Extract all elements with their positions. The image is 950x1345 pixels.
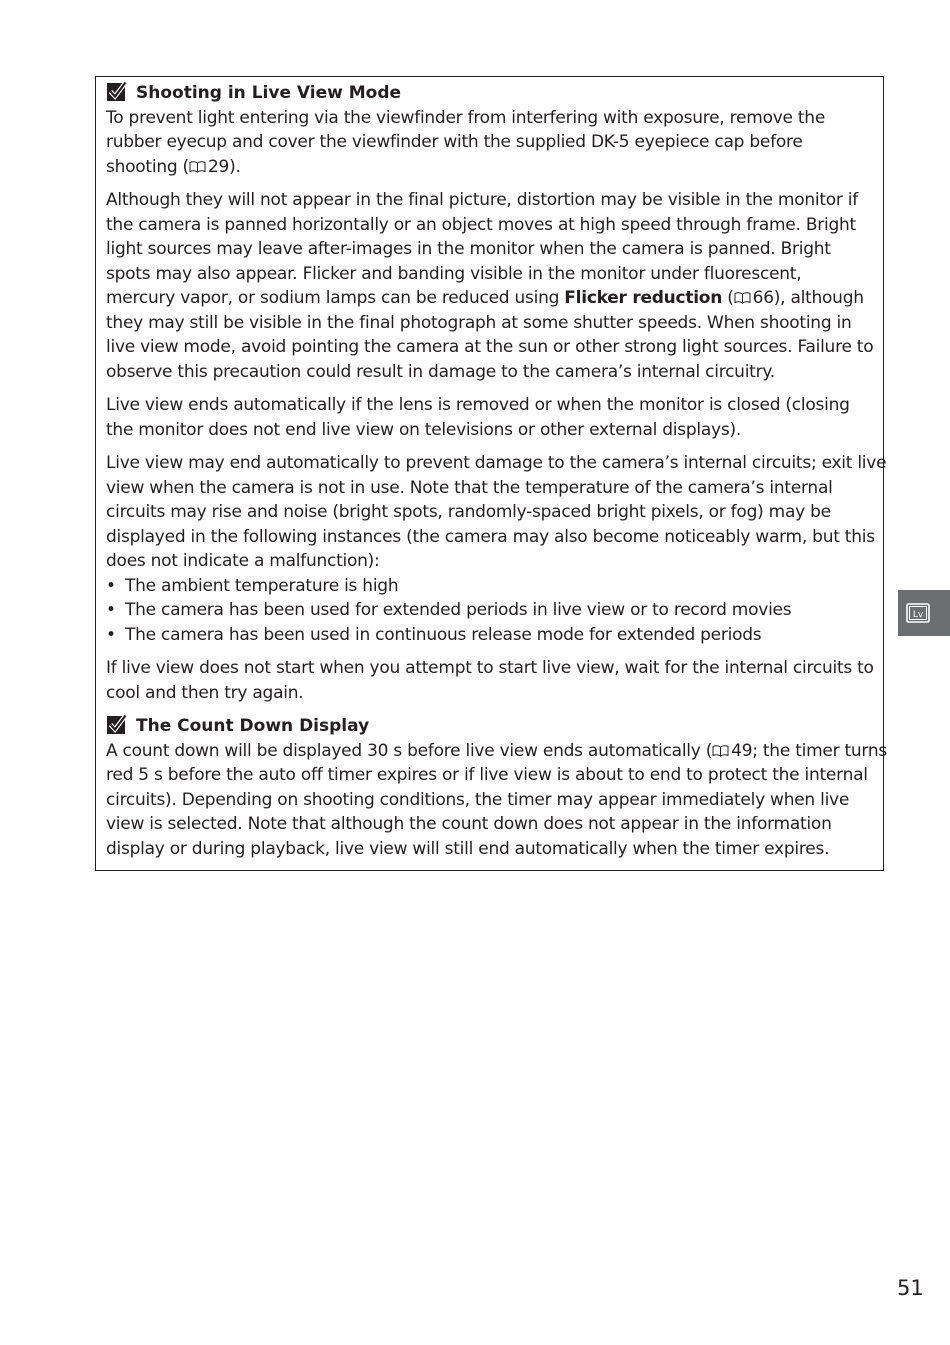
book-icon (734, 292, 751, 304)
text-fragment: ( (722, 288, 734, 308)
text-fragment: shooting ( (106, 156, 189, 177)
text-line: cool and then try again. (106, 682, 304, 703)
text-line (106, 155, 873, 180)
text-line: Live view ends automatically if the lens is removed or when the monitor is closed (closing (106, 395, 850, 415)
paragraph (106, 106, 873, 180)
paragraph (106, 451, 887, 574)
text-line: circuits). Depending on shooting conditions, the timer may appear immediately when live (106, 789, 850, 810)
text-line: light sources may leave after-images in the monitor when the camera is panned. Bright (106, 239, 831, 259)
paragraph (106, 393, 873, 442)
section-title-text: Shooting in Live View Mode (136, 83, 402, 103)
text-line: the camera is panned horizontally or an object moves at high speed through frame. Bright (106, 214, 856, 235)
text-line: spots may also appear. Flicker and banding visible in the monitor under fluorescent, (106, 263, 802, 284)
section-title-text: The Count Down Display (136, 716, 370, 736)
text-line: rubber eyecup and cover the viewfinder with the supplied DK-5 eyepiece cap before (106, 132, 803, 152)
list-item: • The ambient temperature is high (106, 574, 873, 599)
page-reference: 66), although (752, 288, 864, 308)
list-item: • The camera has been used for extended periods in live view or to record movies (106, 598, 873, 623)
chapter-tab-live-view[interactable] (898, 590, 950, 636)
note-box (95, 76, 888, 871)
paragraph (106, 739, 888, 862)
text-line: To prevent light entering via the viewfinder from interfering with exposure, remove the (106, 107, 826, 128)
section-title-shooting-live-view (106, 81, 873, 106)
book-icon (712, 745, 729, 757)
text-line (106, 739, 888, 764)
text-line: the monitor does not end live view on televisions or other external displays). (106, 419, 742, 440)
text-line: Although they will not appear in the final picture, distortion may be visible in the monitor if (106, 190, 859, 210)
paragraph (106, 188, 873, 384)
text-line: does not indicate a malfunction): (106, 551, 380, 571)
list-item: • The camera has been used in continuous release mode for extended periods (106, 623, 873, 648)
page-reference: 49; the timer turns (731, 740, 888, 761)
text-line: observe this precaution could result in damage to the camera’s internal circuitry. (106, 361, 775, 382)
live-view-label: Lv (912, 610, 924, 620)
text-line: view is selected. Note that although the count down does not appear in the information (106, 814, 832, 834)
text-line: display or during playback, live view will still end automatically when the timer expires. (106, 838, 830, 859)
text-line: red 5 s before the auto off timer expires or if live view is about to end to protect the internal (106, 765, 868, 785)
text-line (106, 286, 873, 311)
page-reference: 29). (207, 156, 241, 177)
checkmark-icon (106, 81, 128, 103)
checkmark-icon (106, 714, 128, 736)
menu-item-name: Flicker reduction (564, 288, 723, 308)
paragraph (106, 656, 873, 705)
text-line: Live view may end automatically to prevent damage to the camera’s internal circuits; exit live (106, 453, 887, 473)
text-fragment: mercury vapor, or sodium lamps can be reduced using (106, 288, 565, 308)
text-line: view when the camera is not in use. Note that the temperature of the camera’s internal (106, 477, 833, 498)
text-line: displayed in the following instances (the camera may also become noticeably warm, but this (106, 526, 875, 547)
live-view-icon (906, 603, 930, 623)
text-line: If live view does not start when you attempt to start live view, wait for the internal circuits to (106, 658, 874, 678)
text-line: they may still be visible in the final photograph at some shutter speeds. When shooting in (106, 312, 852, 333)
text-fragment: A count down will be displayed 30 s before live view ends automatically ( (106, 740, 713, 761)
text-line: live view mode, avoid pointing the camera at the sun or other strong light sources. Failure to (106, 337, 874, 357)
page-number: 51 (897, 1276, 924, 1300)
book-icon (189, 161, 206, 173)
section-title-count-down (106, 714, 873, 739)
bullet-list (106, 574, 873, 648)
text-line: circuits may rise and noise (bright spots, randomly-spaced bright pixels, or fog) may be (106, 502, 831, 522)
